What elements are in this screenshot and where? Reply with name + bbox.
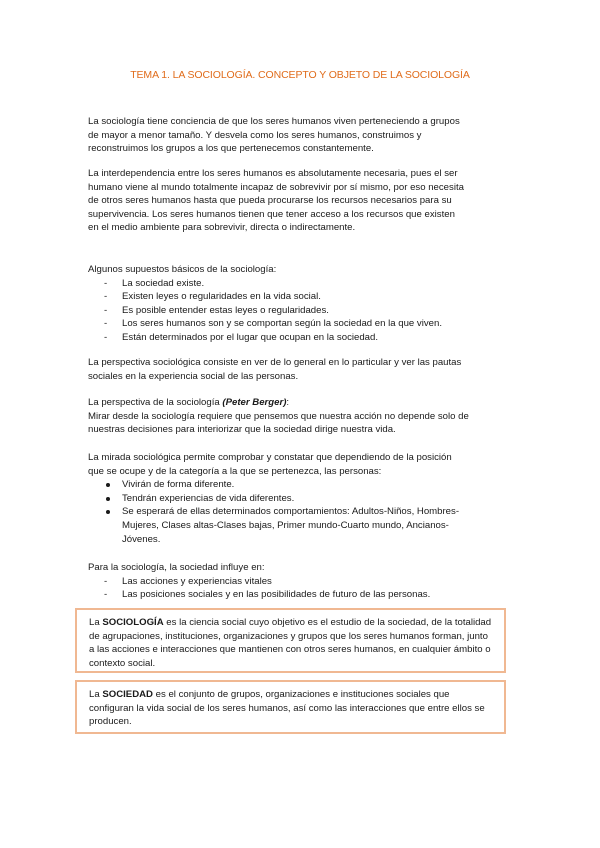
supuestos-section — [88, 263, 478, 345]
influye-intro: Para la sociología, la sociedad influye en: — [88, 562, 265, 573]
list-item-text: Existen leyes o regularidades en la vida social. — [122, 291, 321, 303]
page-title: TEMA 1. LA SOCIOLOGÍA. CONCEPTO Y OBJETO DE LA SOCIOLOGÍA — [130, 69, 470, 81]
box-pre: La — [89, 689, 103, 700]
list-item-text: Los seres humanos son y se comportan según la sociedad en la que viven. — [122, 318, 442, 330]
berger-text: Mirar desde la sociología requiere que pensemos que nuestra acción no depende solo de nuestras decisiones para interiorizar que la sociedad dirige nuestra vida. — [88, 410, 469, 436]
mirada-section — [88, 451, 468, 546]
berger-section — [88, 396, 473, 437]
paragraph-grupos: La sociología tiene conciencia de que los seres humanos viven perteneciendo a grupos de mayor a menor tamaño. Y desvela como los seres humanos, construimos y reconstruimos los grupos a los que pertenecemos constantemente. — [88, 116, 460, 155]
supuestos-heading: Algunos supuestos básicos de la sociología: — [88, 264, 277, 275]
list-item — [88, 575, 478, 589]
list-item — [88, 277, 478, 291]
paragraph-interdependencia: La interdependencia entre los seres humanos es absolutamente necesaria, pues el ser humano viene al mundo totalmente incapaz de sobrevivir por sí mismo, por eso necesita de otros seres humanos hasta que pueda procurarse los recursos necesarios para su supervivencia. Los seres humanos tienen que tener acceso a los recursos que existen en el medio ambiente para sobrevivir, directa o indirectamente. — [88, 168, 464, 234]
bullet-icon — [106, 510, 110, 514]
bullet-icon — [106, 497, 110, 501]
box-pre: La — [89, 617, 103, 628]
dash-marker: - — [104, 291, 108, 303]
berger-lead: La perspectiva de la sociología — [88, 397, 223, 408]
list-item-text: La sociedad existe. — [122, 277, 205, 289]
list-item — [88, 478, 468, 492]
definition-box-sociologia — [75, 608, 506, 673]
term-sociologia: SOCIOLOGÍA — [102, 617, 164, 628]
list-item-text: Vivirán de forma diferente. — [122, 479, 235, 491]
list-item — [88, 304, 478, 318]
list-item — [88, 492, 468, 506]
paragraph-perspectiva: La perspectiva sociológica consiste en ver de lo general en lo particular y ver las pautas sociales en la experiencia social de las personas. — [88, 357, 462, 382]
list-item — [88, 505, 468, 546]
list-item-text: Las acciones y experiencias vitales — [122, 575, 272, 587]
dash-marker: - — [104, 575, 108, 587]
dash-marker: - — [104, 304, 108, 316]
berger-colon: : — [286, 397, 290, 408]
list-item — [88, 317, 478, 331]
influye-section — [88, 561, 478, 602]
dash-marker: - — [104, 331, 108, 343]
list-item — [88, 588, 478, 602]
dash-marker: - — [104, 277, 108, 289]
list-item — [88, 290, 478, 304]
dash-marker: - — [104, 589, 108, 601]
bullet-icon — [106, 483, 110, 487]
box-text: es la ciencia social cuyo objetivo es el estudio de la sociedad, de la totalidad de agrupaciones, instituciones, organizaciones y grupos que los seres humanos forman, junto a las acciones e interacciones que mantienen con otros seres humanos, en cualquier ámbito o contexto social. — [89, 617, 492, 669]
list-item-text: Se esperará de ellas determinados comportamientos: Adultos-Niños, Hombres-Mujeres, Clases altas-Clases bajas, Primer mundo-Cuarto mundo, Ancianos-Jóvenes. — [122, 506, 460, 545]
box-text: es el conjunto de grupos, organizaciones e instituciones sociales que configuran la vida social de los seres humanos, así como las interacciones que entre ellos se producen. — [89, 689, 485, 728]
list-item-text: Las posiciones sociales y en las posibilidades de futuro de las personas. — [122, 589, 431, 601]
list-item-text: Es posible entender estas leyes o regularidades. — [122, 304, 329, 316]
term-sociedad: SOCIEDAD — [102, 689, 153, 700]
list-item-text: Están determinados por el lugar que ocupan en la sociedad. — [122, 331, 379, 343]
mirada-intro: La mirada sociológica permite comprobar y constatar que dependiendo de la posición que se ocupe y de la categoría a la que se pertenezca, las personas: — [88, 452, 452, 477]
definition-box-sociedad — [75, 680, 506, 734]
list-item-text: Tendrán experiencias de vida diferentes. — [122, 492, 295, 504]
berger-author: (Peter Berger) — [222, 397, 287, 408]
dash-marker: - — [104, 318, 108, 330]
list-item — [88, 331, 478, 345]
